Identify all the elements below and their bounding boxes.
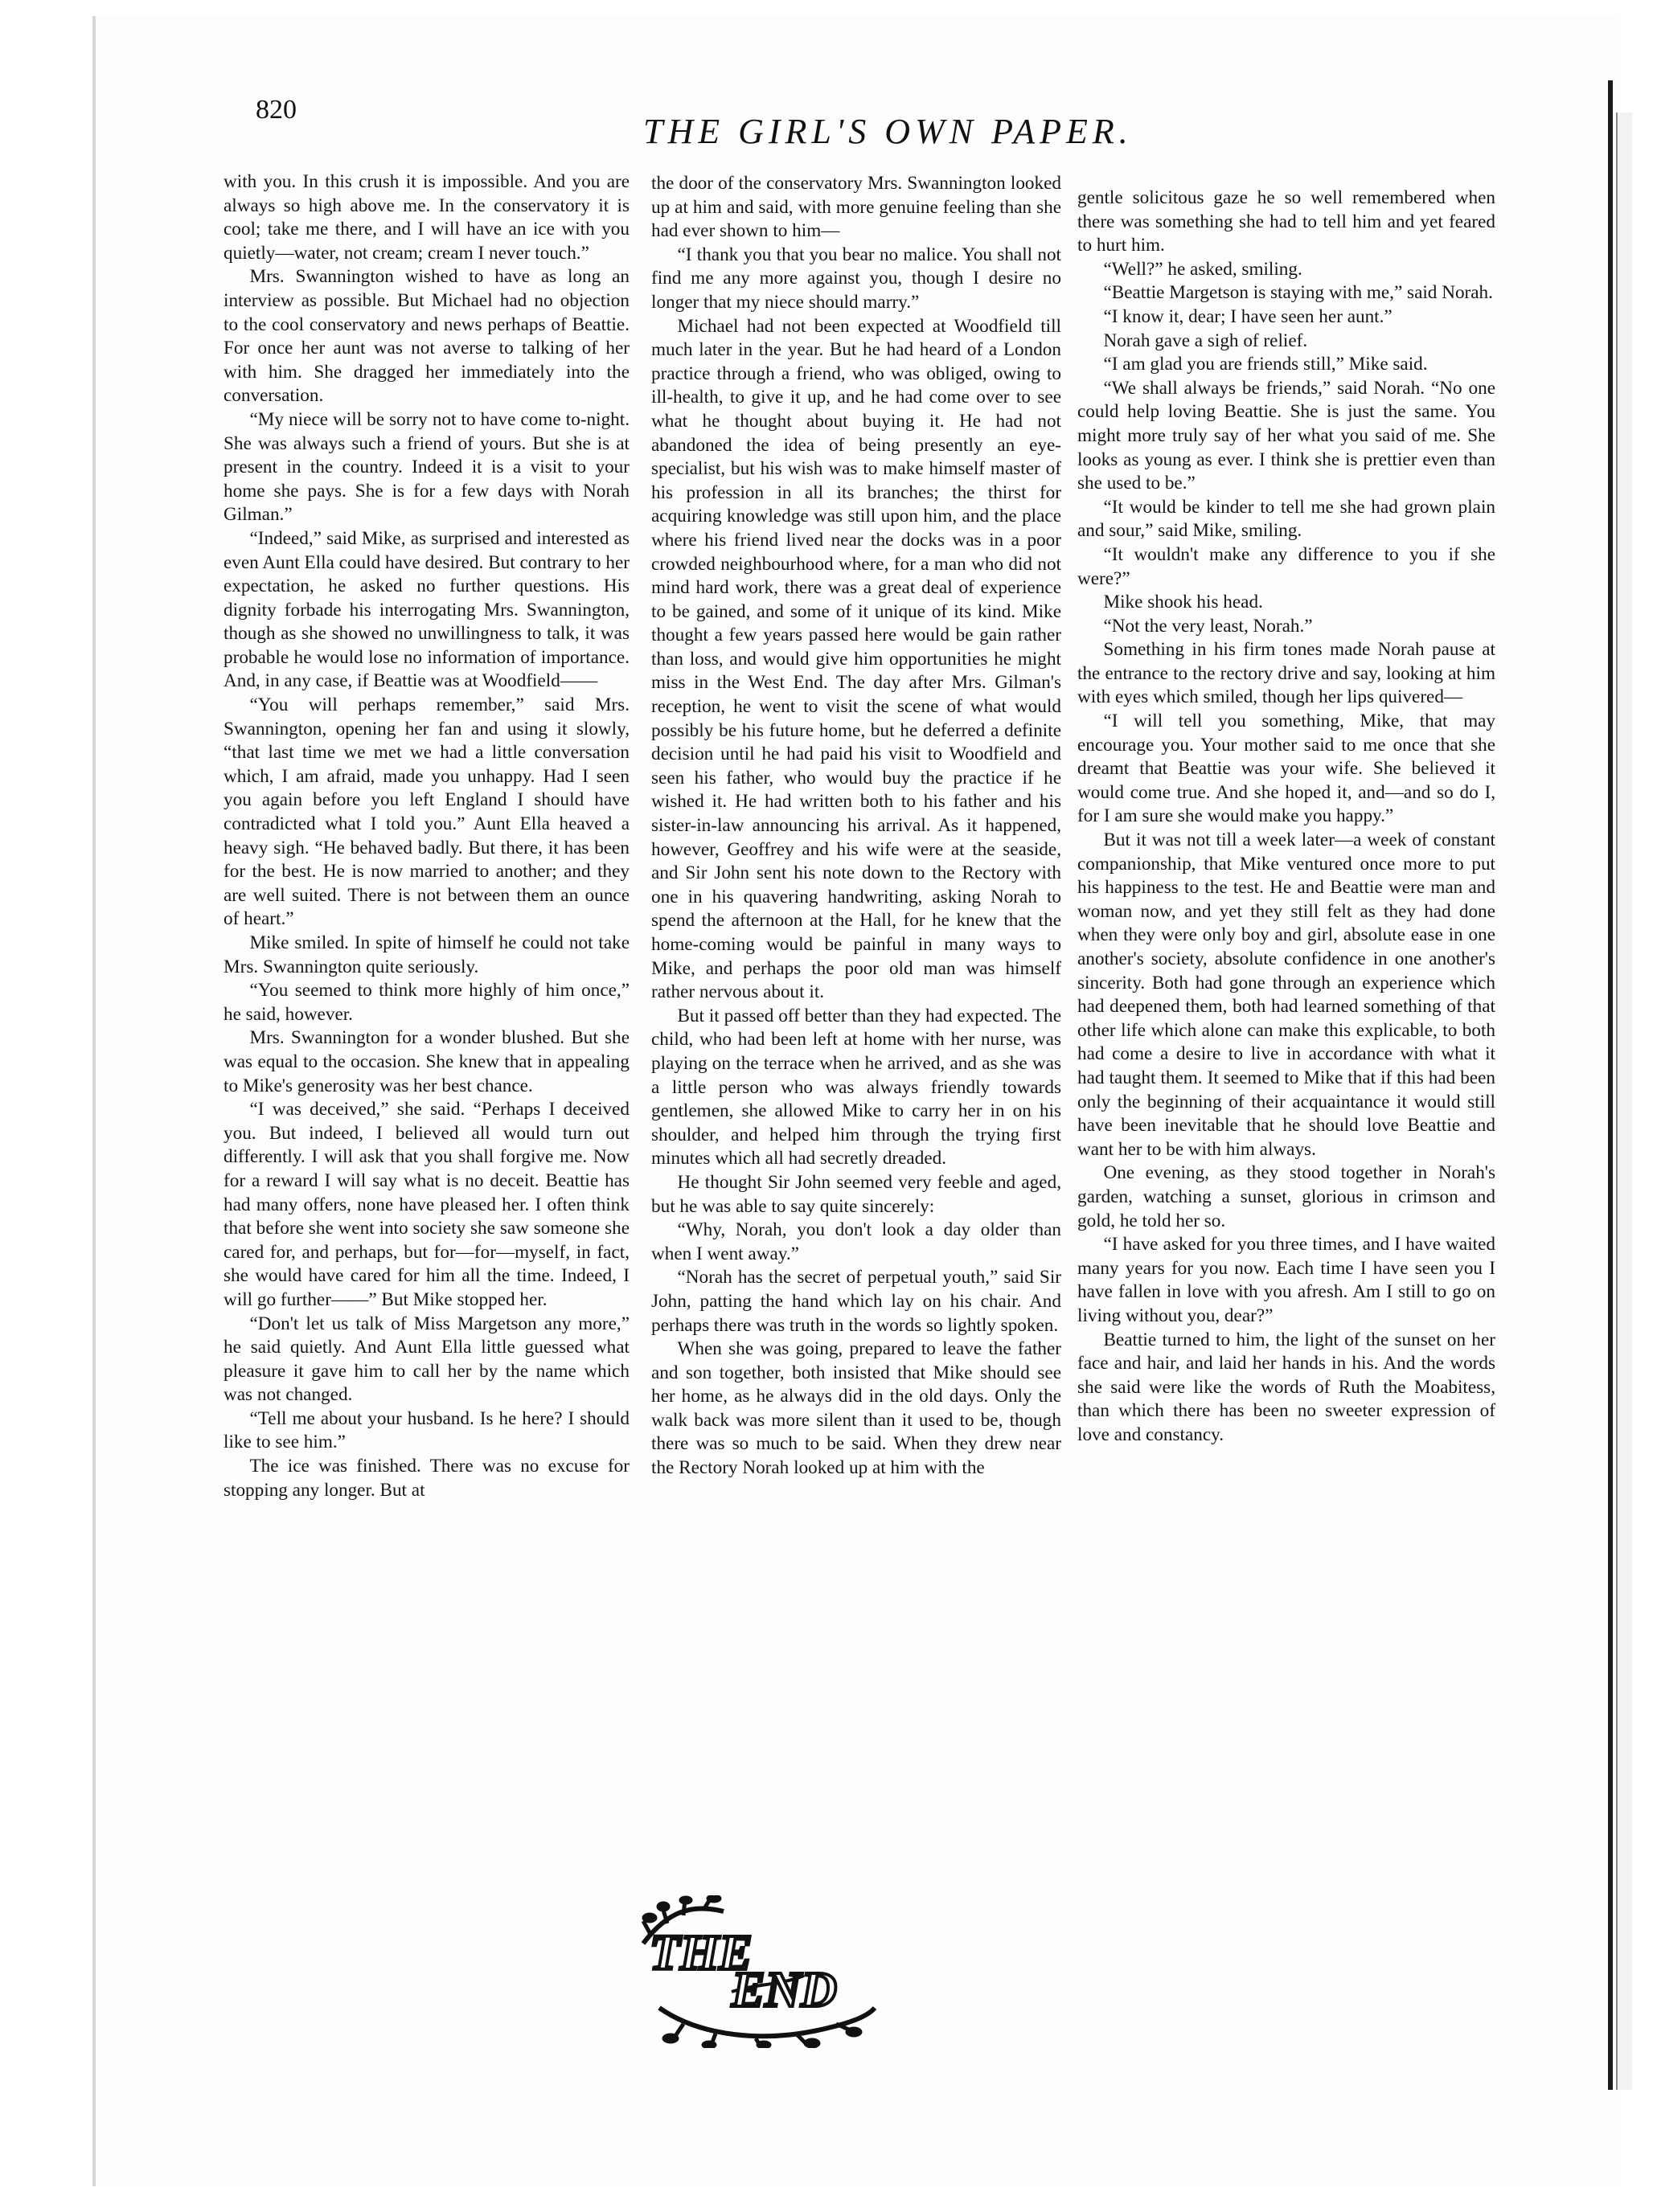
paragraph: “I will tell you something, Mike, that may encourage you. Your mother said to me once that she dreamt that Beattie was your wife. She believed it would come true. And she hoped it, and—and so do I, for I am sure she would make you happy.” [1077, 711, 1495, 827]
page-binding-shadow [1608, 80, 1613, 2090]
paragraph: “I have asked for you three times, and I have waited many years for you now. Each time I have seen you I have fallen in love with you afresh. Am I still to go on living without you, dear?” [1077, 1234, 1495, 1326]
paragraph: with you. In this crush it is impossible. And you are always so high above me. In the conservatory it is cool; take me there, and I will have an ice with you quietly—water, not cream; cream I never touch.” [224, 171, 630, 264]
paragraph: Norah gave a sigh of relief. [1103, 330, 1308, 351]
paragraph: Something in his firm tones made Norah pause at the entrance to the rectory drive and say, looking at him with eyes which smiled, though her lips quivered— [1077, 639, 1495, 708]
paragraph: He thought Sir John seemed very feeble and aged, but he was able to say quite sincerely: [651, 1171, 1061, 1217]
paragraph: Mrs. Swannington for a wonder blushed. But she was equal to the occasion. She knew that in appealing to Mike's generosity was her best chance. [224, 1027, 630, 1096]
paragraph: “Don't let us talk of Miss Margetson any more,” he said quietly. And Aunt Ella little guessed what pleasure it gave him to call her by the name which was not changed. [224, 1313, 630, 1406]
paragraph: Mike smiled. In spite of himself he could not take Mrs. Swannington quite seriously. [224, 932, 630, 977]
paragraph: “Norah has the secret of perpetual youth,” said Sir John, patting the hand which lay on his chair. And perhaps there was truth in the words so lightly spoken. [651, 1267, 1061, 1336]
text-column-3 [1077, 186, 1495, 1866]
paragraph: the door of the conservatory Mrs. Swannington looked up at him and said, with more genuine feeling than she had ever shown to him— [651, 173, 1061, 242]
ornament-text-the: THE [650, 1926, 753, 1981]
paragraph: Michael had not been expected at Woodfield till much later in the year. But he had heard of a London practice through a friend, who was obliged, owing to ill-health, to give it up, and he had come over to see what he thought about buying it. He had not abandoned the idea of being presently an eye-specialist, but his wish was to make himself master of his profession in all its branches; the thirst for acquiring knowledge was still upon him, and the place where his friend lived near the docks was in a poor crowded neighbourhood where, for a man who did not mind hard work, there was a great deal of experience to be gained, and some of it unique of its kind. Mike thought a few years passed here would be gain rather than loss, and would give him opportunities he might miss in the West End. The day after Mrs. Gilman's reception, he went to visit the scene of what would possibly be his future home, but he deferred a definite decision until he had paid his visit to Woodfield and seen his father, who would buy the practice if he wished it. He had written both to his father and his sister-in-law announcing his arrival. As it happened, however, Geoffrey and his wife were at the seaside, and Sir John sent his note down to the Rectory with one in his quavering handwriting, asking Norah to spend the afternoon at the Hall, for he knew that the home-coming would be painful in many ways to Mike, and perhaps the poor old man was himself rather nervous about it. [651, 315, 1061, 1003]
paragraph: “It would be kinder to tell me she had grown plain and sour,” said Mike, smiling. [1077, 496, 1495, 542]
paragraph: “My niece will be sorry not to have come to-night. She was always such a friend of yours. But she is at present in the country. Indeed it is a visit to your home she pays. She is for a few days with Norah Gilman.” [224, 408, 630, 526]
paragraph: Mrs. Swannington wished to have as long an interview as possible. But Michael had no objection to the cool conservatory and news perhaps of Beattie. For once her aunt was not averse to talking of her with him. She dragged her immediately into the conversation. [224, 266, 630, 407]
paragraph: “You seemed to think more highly of him once,” he said, however. [224, 980, 630, 1025]
paragraph: “Indeed,” said Mike, as surprised and interested as even Aunt Ella could have desired. But contrary to her expectation, he asked no further questions. His dignity forbade his interrogating Mrs. Swannington, though as she showed no unwillingness to talk, it was probable he would lose no information of importance. And, in any case, if Beattie was at Woodfield—— [224, 527, 630, 692]
paragraph: But it was not till a week later—a week of constant companionship, that Mike ventured once more to put his happiness to the test. He and Beattie were man and woman now, and yet they still felt as they had done when they were only boy and girl, absolute ease in one another's society, absolute confidence in one another's sincerity. Both had gone through an experience which had deepened them, both had learned something of that other life which alone can make this explicable, to both had come a desire to live in accordance with what it had taught them. It seemed to Mike that if this had been only the beginning of their acquaintance it would still have been inevitable that he should love Beattie and want her to be with him always. [1077, 830, 1495, 1160]
ornament-text-end: END [732, 1963, 837, 2017]
paragraph: “I know it, dear; I have seen her aunt.” [1103, 305, 1393, 327]
paragraph: “Beattie Margetson is staying with me,” said Norah. [1103, 282, 1493, 304]
paragraph: Beattie turned to him, the light of the sunset on her face and hair, and laid her hands in his. And the words she said were like the words of Ruth the Moabitess, than which there has been no sweeter expression of love and constancy. [1077, 1329, 1495, 1445]
paragraph: The ice was finished. There was no excuse for stopping any longer. But at [224, 1456, 630, 1501]
the-end-ornament [635, 1895, 876, 2048]
paragraph: When she was going, prepared to leave the father and son together, both insisted that Mike should see her home, as he always did in the old days. Only the walk back was more silent than it used to be, though there was so much to be said. When they drew near the Rectory Norah looked up at him with the [651, 1338, 1061, 1479]
paragraph: “Not the very least, Norah.” [1103, 615, 1313, 637]
paragraph: One evening, as they stood together in Norah's garden, watching a sunset, glorious in crimson and gold, he told her so. [1077, 1162, 1495, 1231]
paragraph: “Tell me about your husband. Is he here? I should like to see him.” [224, 1407, 630, 1453]
page-number: 820 [256, 95, 297, 125]
paragraph: “Why, Norah, you don't look a day older than when I went away.” [651, 1219, 1061, 1264]
paragraph: “You will perhaps remember,” said Mrs. Swannington, opening her fan and using it slowly, “that last time we met we had a little conversation which, I am afraid, made you unhappy. Had I seen you again before you left England I should have contradicted what I told you.” Aunt Ella heaved a heavy sigh. “He behaved badly. But there, it has been for the best. He is now married to another; and they are well suited. There is not between them an ounce of heart.” [224, 694, 630, 930]
text-column-1 [224, 170, 630, 1850]
paragraph: But it passed off better than they had expected. The child, who had been left at home with her nurse, was playing on the terrace when he arrived, and as she was a little person who was always friendly towards gentlemen, she allowed Mike to carry her in on his shoulder, and helped him through the trying first minutes which all had secretly dreaded. [651, 1005, 1061, 1169]
paragraph: “I am glad you are friends still,” Mike said. [1103, 354, 1428, 375]
paragraph: “I thank you that you bear no malice. You shall not find me any more against you, though I desire no longer that my niece should marry.” [651, 244, 1061, 313]
running-title: THE GIRL'S OWN PAPER. [643, 112, 1133, 151]
paragraph: Mike shook his head. [1103, 592, 1263, 613]
paragraph: “It wouldn't make any difference to you if she were?” [1077, 543, 1495, 589]
paragraph: gentle solicitous gaze he so well remembered when there was something she had to tell him and yet feared to hurt him. [1077, 187, 1495, 256]
paragraph: “Well?” he asked, smiling. [1103, 258, 1302, 280]
next-page-edge [1616, 113, 1632, 2090]
text-column-2 [651, 172, 1061, 1884]
paragraph: “I was deceived,” she said. “Perhaps I deceived you. But indeed, I believed all would turn out differently. I will ask that you shall forgive me. Now for a reward I will say what is no deceit. Beattie has had many offers, none have pleased her. I often think that before she went into society she saw someone she cared for, and perhaps, but for—for—myself, in fact, she would have cared for him all the time. Indeed, I will go further——” But Mike stopped her. [224, 1099, 630, 1310]
paragraph: “We shall always be friends,” said Norah. “No one could help loving Beattie. She is just the same. You might more truly say of her what you said of me. She looks as young as ever. I think she is prettier even than she used to be.” [1077, 377, 1495, 494]
